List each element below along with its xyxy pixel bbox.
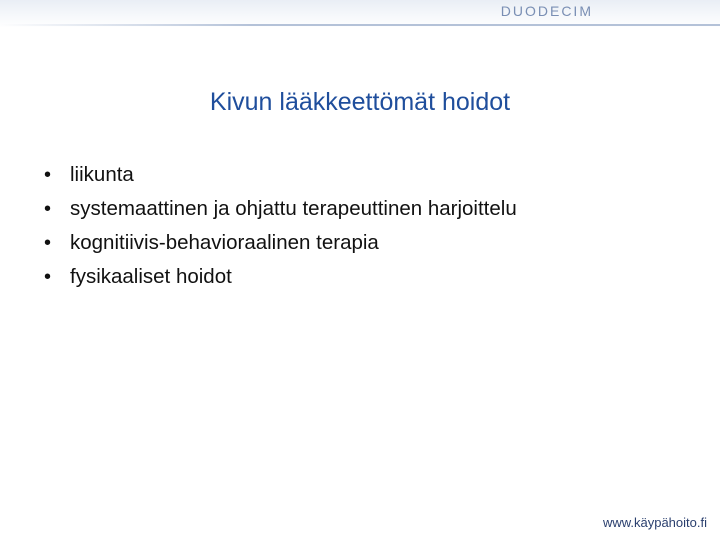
bullet-item xyxy=(44,265,517,299)
bullet-item xyxy=(44,231,517,265)
bullet-text: fysikaaliset hoidot xyxy=(70,265,232,288)
bullet-dot-icon: • xyxy=(44,164,52,186)
bullet-item xyxy=(44,197,517,231)
bullet-text: liikunta xyxy=(70,163,134,186)
header-band xyxy=(0,0,720,28)
slide-title: Kivun lääkkeettömät hoidot xyxy=(209,88,511,116)
bullet-text: kognitiivis-behavioraalinen terapia xyxy=(70,231,379,254)
bullet-dot-icon: • xyxy=(44,266,52,288)
duodecim-logo: DUODECIM xyxy=(500,3,593,19)
bullet-item xyxy=(44,163,517,197)
bullet-dot-icon: • xyxy=(44,232,52,254)
bullet-text: systemaattinen ja ohjattu terapeuttinen harjoittelu xyxy=(70,197,517,220)
bullet-list xyxy=(44,163,517,299)
footer-url: www.käypähoito.fi xyxy=(602,515,707,530)
header-divider xyxy=(0,24,720,26)
bullet-dot-icon: • xyxy=(44,198,52,220)
